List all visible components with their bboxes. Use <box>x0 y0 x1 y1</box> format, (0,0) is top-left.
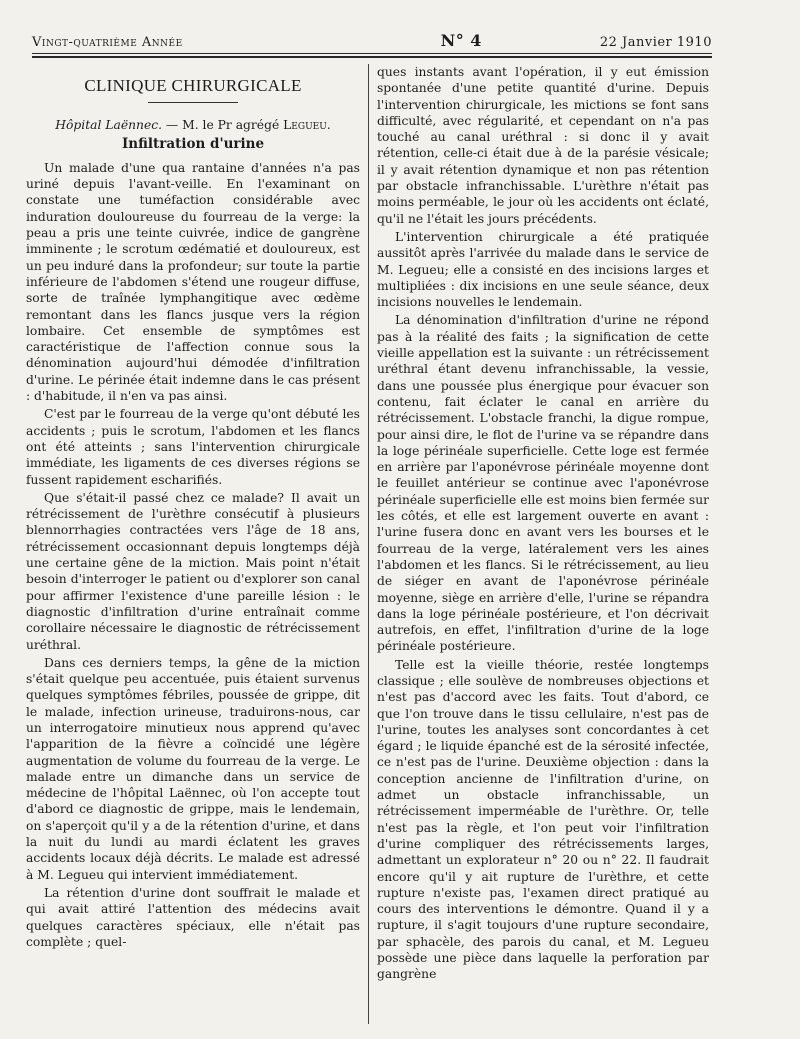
right-column <box>377 64 709 1029</box>
header-issue-number: N° 4 <box>440 31 482 50</box>
paragraph: L'intervention chirurgicale a été pratiquée aussitôt après l'arrivée du malade dans le service de M. Legueu; elle a consisté en des incisions larges et multipliées : dix incisions en une seule séance, deux incisions nouvelles le lendemain. <box>377 229 709 310</box>
header-year: Vingt-quatrième Année <box>32 35 183 50</box>
byline-hospital: Hôpital Laënnec. <box>55 118 163 133</box>
article-title: Infiltration d'urine <box>121 135 265 152</box>
running-header <box>32 28 712 50</box>
paragraph: ques instants avant l'opération, il y eut émission spontanée d'une petite quantité d'urine. Depuis l'intervention chirurgicale, les mictions se font sans difficulté, avec régularité, et cependant on n'a pas touché au canal uréthral : si donc il y avait rétention, celle-ci était due à de la parésie vésicale; il y avait rétention dynamique et non pas rétention par obstacle infranchissable. L'urèthre n'était pas moins perméable, le jour où les accidents ont éclaté, qu'il ne l'était les jours précédents. <box>377 65 709 226</box>
section-title: CLINIQUE CHIRURGICALE <box>84 76 302 95</box>
column-divider <box>368 64 369 1024</box>
left-column <box>26 64 360 1029</box>
header-date: 22 Janvier 1910 <box>599 35 712 50</box>
byline-surgeon: Legueu. <box>283 118 331 133</box>
paragraph: La dénomination d'infiltration d'urine ne répond pas à la réalité des faits ; la signification de cette vieille appellation est la suivante : un rétrécissement uréthral étant devenu infranchissable, la vessie, dans une poussée plus énergique pour évacuer son contenu, fait éclater le canal en arrière du rétrécissement. L'obstacle franchi, la digue rompue, pour ainsi dire, le flot de l'urine va se répandre dans la loge périnéale superficielle. Cette loge est fermée en arrière par l'aponévrose périnéale moyenne dont le feuillet antérieur se continue avec l'aponévrose périnéale superficielle elle est moins bien fermée sur les côtés, et elle est largement ouverte en avant : l'urine fusera donc en avant vers les bourses et le fourreau de la verge, latéralement vers les aines l'abdomen et les flancs. Si le rétrécissement, au lieu de siéger en avant de l'aponévrose périnéale moyenne, siège en arrière d'elle, l'urine se répandra dans la loge périnéale postérieure, et l'on décrivait autrefois, en effet, l'infiltration d'urine de la loge périnéale postérieure. <box>377 313 709 654</box>
paragraph: C'est par le fourreau de la verge qu'ont débuté les accidents ; puis le scrotum, l'abdomen et les flancs ont été atteints ; sans l'intervention chirurgicale immédiate, les ligaments de ces diverses régions se fussent rapidement escharifiés. <box>26 407 360 487</box>
paragraph: Un malade d'une qua rantaine d'années n'a pas uriné depuis l'avant-veille. En l'examinant on constate une tuméfaction considérable avec induration douloureuse du fourreau de la verge: la peau a pris une teinte cuivrée, indice de gangrène imminente ; le scrotum œdématié et douloureux, est un peu induré dans la profondeur; sur toute la partie inférieure de l'abdomen s'étend une rougeur diffuse, sorte de traînée lymphangitique avec œdème remontant dans les flancs jusque vers la région lombaire. Cet ensemble de symptômes est caractéristique de l'affection connue sous la dénomination aujourd'hui démodée d'infiltration d'urine. Le périnée était indemne dans le cas présent : d'habitude, il n'en va pas ainsi. <box>26 160 360 404</box>
header-rule-thick <box>32 56 712 58</box>
paragraph: Dans ces derniers temps, la gêne de la miction s'était quelque peu accentuée, puis étaient survenus quelques symptômes fébriles, poussée de grippe, dit le malade, infection urineuse, traduirons-nous, car un interrogatoire minutieux nous apprend qu'avec l'apparition de la fièvre a coïncidé une légère augmentation de volume du fourreau de la verge. Le malade entre un dimanche dans un service de médecine de l'hôpital Laënnec, où l'on accepte tout d'abord ce diagnostic de grippe, mais le lendemain, on s'aperçoit qu'il y a de la rétention d'urine, et dans la nuit du lundi au mardi éclatent les graves accidents locaux déjà décrits. Le malade est adressé à M. Legueu qui intervient immédiatement. <box>26 655 360 882</box>
byline-mid: — M. le Pr agrégé <box>162 118 284 133</box>
section-title-rule <box>148 102 238 103</box>
paragraph: Que s'était-il passé chez ce malade? Il avait un rétrécissement de l'urèthre consécutif à plusieurs blennorrhagies contractées vers l'âge de 18 ans, rétrécissement occasionnant depuis longtemps déjà une certaine gêne de la miction. Mais point n'était besoin d'interroger le patient ou d'explorer son canal pour affirmer l'existence d'une pareille lésion : le diagnostic d'infiltration d'urine entraînait comme corollaire nécessaire le diagnostic de rétrécissement uréthral. <box>26 490 360 652</box>
paragraph: Telle est la vieille théorie, restée longtemps classique ; elle soulève de nombreuses objections et n'est pas d'accord avec les faits. Tout d'abord, ce que l'on trouve dans le tissu cellulaire, n'est pas de l'urine, toutes les analyses sont concordantes à cet égard ; le liquide épanché est de la sérosité infectée, ce n'est pas de l'urine. Deuxième objection : dans la conception ancienne de l'infiltration d'urine, on admet un obstacle infranchissable, un rétrécissement imperméable de l'urèthre. Or, telle n'est pas la règle, et l'on peut voir l'infiltration d'urine compliquer des rétrécissements larges, admettant un explorateur n° 20 ou n° 22. Il faudrait encore qu'il y ait rupture de l'urèthre, et cette rupture n'existe pas, l'examen direct pratiqué au cours des interventions le démontre. Quand il y a rupture, il s'agit toujours d'une rupture secondaire, par sphacèle, des parois du canal, et M. Legueu possède une pièce dans laquelle la perforation par gangrène <box>377 657 709 982</box>
paragraph: La rétention d'urine dont souffrait le malade et qui avait attiré l'attention des médecins avait quelques caractères spéciaux, elle n'était pas complète ; quel- <box>26 885 360 949</box>
header-rule-thin <box>32 53 712 54</box>
article-byline <box>26 117 360 133</box>
